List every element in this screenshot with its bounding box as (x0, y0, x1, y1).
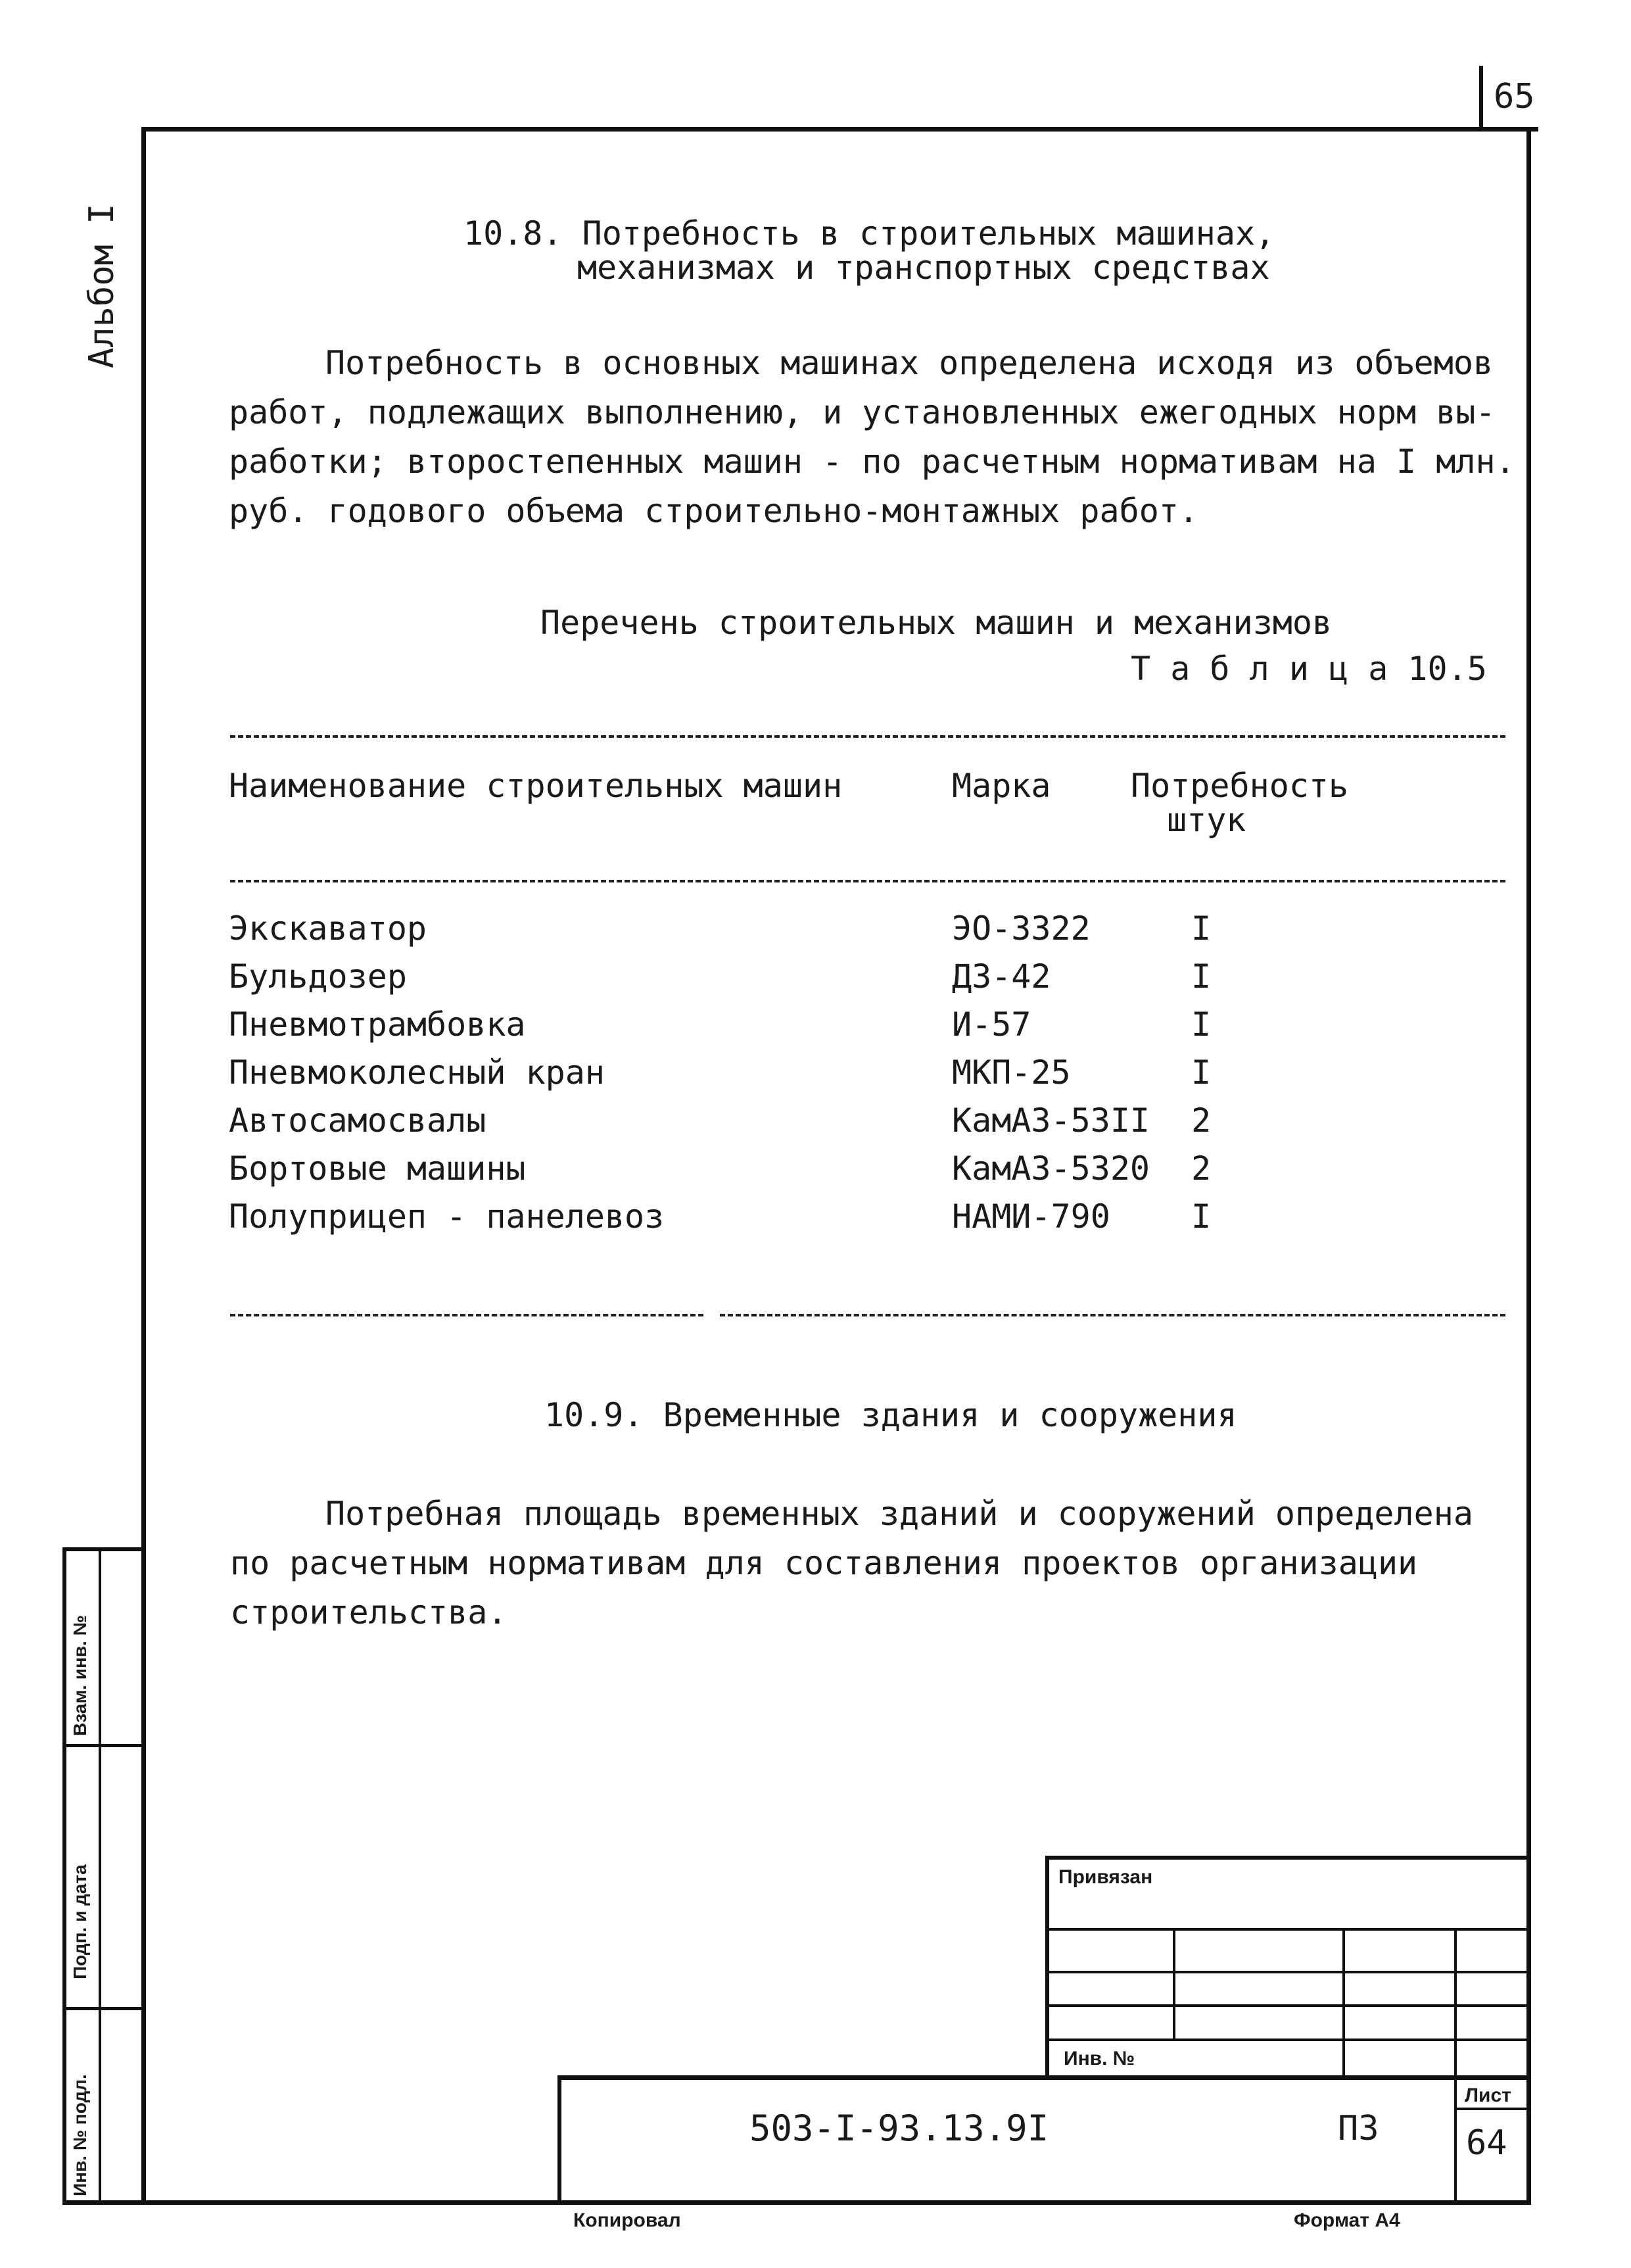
section-10-8-paragraph-line4: руб. годового объема строительно-монтажных работ. (229, 492, 1199, 530)
section-10-8-paragraph-line3: работки; второстепенных машин - по расчетным нормативам на I млн. (229, 443, 1515, 481)
table-header-mark: Марка (952, 767, 1051, 805)
page-number: 65 (1494, 77, 1535, 116)
side-stamp-inv: Инв. № подл. (70, 2074, 90, 2196)
table-row-7-qty: I (1191, 1197, 1212, 1236)
table-row-4-qty: I (1191, 1053, 1212, 1092)
tb-outer-top (1045, 1856, 1531, 1860)
footer-format: Формат А4 (1294, 2209, 1400, 2231)
section-10-9-paragraph-line2: по расчетным нормативам для составления проектов организации (230, 1544, 1418, 1582)
tb-doc-code: 503-I-93.13.9I (749, 2108, 1049, 2149)
tb-grid-h4 (1045, 2039, 1531, 2041)
table-rule-bottom-left (230, 1314, 703, 1316)
side-stamp-divider (99, 1547, 101, 2205)
table-row-6-mark: КамАЗ-5320 (952, 1149, 1150, 1188)
section-10-8-heading-line2: механизмах и транспортных средствах (577, 249, 1270, 287)
tb-sheet-no: 64 (1466, 2123, 1507, 2163)
table-row-1-mark: ЭО-3322 (952, 909, 1091, 948)
table-rule-top (230, 735, 1505, 738)
table-row-1-name: Экскаватор (229, 909, 427, 948)
side-stamp-sep1 (62, 1744, 146, 1747)
tb-sheet-sep (1454, 2108, 1531, 2110)
table-rule-bottom-right (720, 1314, 1505, 1316)
footer-copied: Копировал (573, 2209, 681, 2231)
section-10-9-paragraph-line1: Потребная площадь временных зданий и сооружений определена (325, 1495, 1473, 1533)
table-row-5-qty: 2 (1191, 1101, 1212, 1140)
section-10-8-heading-line1: 10.8. Потребность в строительных машинах, (463, 214, 1275, 253)
tb-outer-left (1045, 1856, 1049, 2079)
page-number-divider (1479, 66, 1483, 132)
tb-grid-h3 (1045, 2004, 1531, 2007)
section-10-9-paragraph-line3: строительства. (230, 1593, 508, 1631)
table-rule-header (230, 880, 1505, 882)
frame-right (1526, 127, 1531, 2205)
tb-main-left (557, 2075, 561, 2205)
tb-grid-h1 (1045, 1928, 1531, 1931)
table-row-5-mark: КамАЗ-53II (952, 1101, 1150, 1140)
tb-sheet-label: Лист (1465, 2085, 1511, 2106)
tb-main-top (557, 2075, 1531, 2080)
table-row-5-name: Автосамосвалы (229, 1101, 486, 1140)
table-row-3-name: Пневмотрамбовка (229, 1005, 526, 1044)
section-10-8-paragraph-line1: Потребность в основных машинах определена исходя из объемов (325, 344, 1494, 382)
side-stamp-podp: Подп. и дата (70, 1864, 90, 1979)
tb-privyazan: Привязан (1058, 1866, 1153, 1888)
side-stamp-left (62, 1547, 66, 2205)
table-label: Т а б л и ц а 10.5 (1131, 650, 1487, 688)
frame-top (141, 127, 1538, 132)
tb-grid-v3 (1454, 1928, 1457, 2204)
table-header-name: Наименование строительных машин (229, 767, 843, 805)
table-row-6-name: Бортовые машины (229, 1149, 526, 1188)
tb-inv-no: Инв. № (1064, 2048, 1135, 2069)
table-row-2-qty: I (1191, 957, 1212, 996)
side-stamp-sep2 (62, 2007, 146, 2010)
section-10-9-heading: 10.9. Временные здания и сооружения (544, 1396, 1237, 1434)
table-header-need-line2: штук (1167, 801, 1246, 839)
table-row-3-mark: И-57 (952, 1005, 1031, 1044)
table-row-3-qty: I (1191, 1005, 1212, 1044)
tb-grid-h2 (1045, 1971, 1531, 1973)
tb-doc-type: ПЗ (1338, 2109, 1379, 2148)
tb-grid-v1 (1173, 1928, 1175, 2040)
table-row-4-mark: МКП-25 (952, 1053, 1071, 1092)
album-label: Альбом I (82, 203, 122, 368)
table-row-7-name: Полуприцеп - панелевоз (229, 1197, 665, 1236)
table-row-1-qty: I (1191, 909, 1212, 948)
frame-left (141, 127, 146, 2205)
table-row-2-mark: ДЗ-42 (952, 957, 1051, 996)
table-row-4-name: Пневмоколесный кран (229, 1053, 605, 1092)
tb-grid-v2 (1342, 1928, 1345, 2079)
section-10-8-paragraph-line2: работ, подлежащих выполнению, и установленных ежегодных норм вы- (229, 393, 1496, 431)
table-row-2-name: Бульдозер (229, 957, 407, 996)
side-stamp-top (62, 1547, 146, 1551)
table-row-7-mark: НАМИ-790 (952, 1197, 1110, 1236)
table-row-6-qty: 2 (1191, 1149, 1212, 1188)
table-header-need-line1: Потребность (1131, 767, 1349, 805)
side-stamp-vzam: Взам. инв. № (70, 1615, 90, 1736)
table-caption: Перечень строительных машин и механизмов (540, 604, 1333, 642)
frame-bottom (62, 2200, 1531, 2205)
